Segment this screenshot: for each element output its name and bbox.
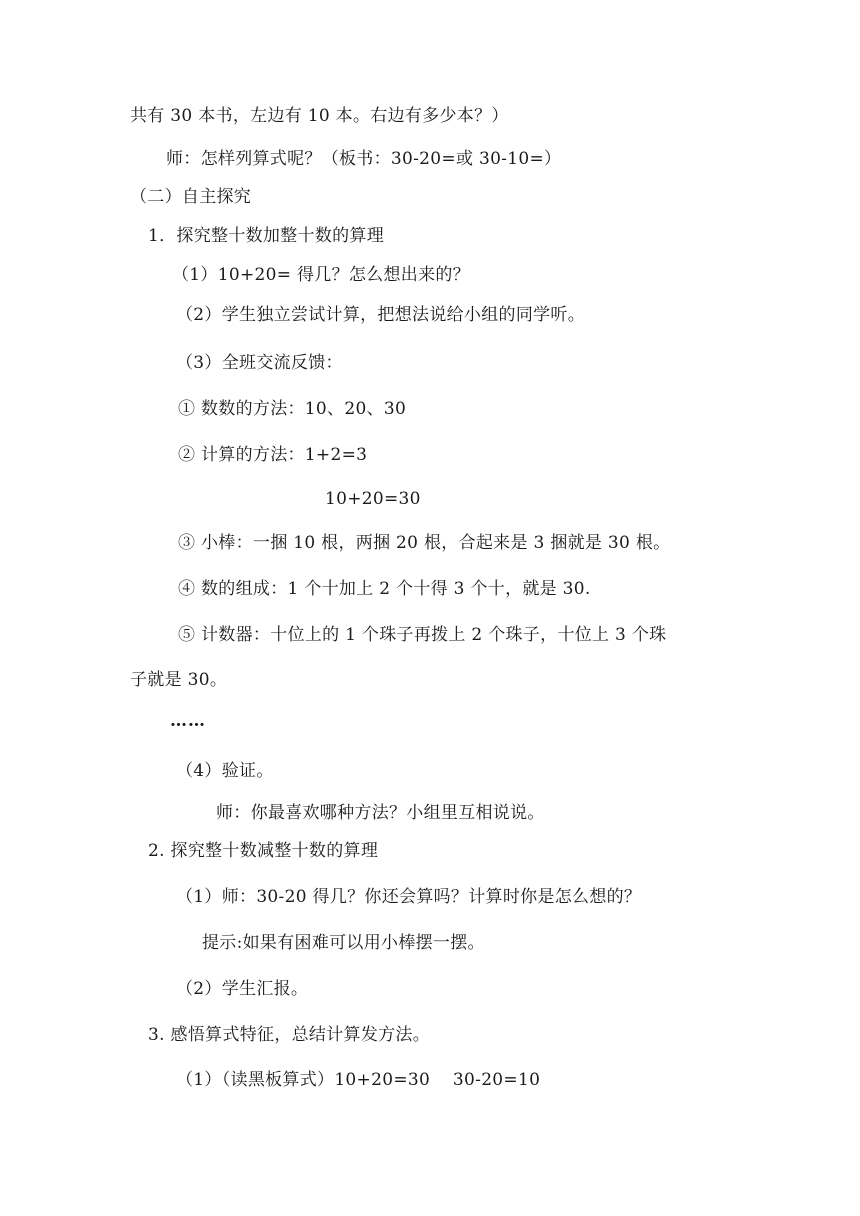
text-line-item-3: （3）全班交流反馈： (176, 353, 343, 373)
subheading-subtraction-reasoning: 2. 探究整十数减整十数的算理 (148, 841, 379, 861)
text-line-method-composition: ④ 数的组成：1 个十加上 2 个十得 3 个十，就是 30. (178, 579, 591, 599)
text-line-item-2: （2）学生独立尝试计算，把想法说给小组的同学听。 (176, 305, 586, 325)
subheading-summarize-methods: 3. 感悟算式特征，总结计算发方法。 (148, 1025, 431, 1045)
text-line-item-4: （4）验证。 (176, 761, 274, 781)
text-line-abacus-continued: 子就是 30。 (130, 670, 228, 690)
text-line-student-report: （2）学生汇报。 (176, 979, 309, 999)
text-line-method-sticks: ③ 小棒：一捆 10 根，两捆 20 根，合起来是 3 捆就是 30 根。 (178, 533, 671, 553)
text-line-method-counting: ① 数数的方法：10、20、30 (178, 399, 407, 419)
text-line-teacher-prompt: 师：你最喜欢哪种方法？小组里互相说说。 (216, 803, 545, 823)
text-line-method-calculation: ② 计算的方法：1+2=3 (178, 445, 368, 465)
text-line-method-abacus: ⑤ 计数器：十位上的 1 个珠子再拨上 2 个珠子，十位上 3 个珠 (178, 625, 667, 645)
text-line-equation: 10+20=30 (325, 489, 421, 509)
ellipsis: …… (170, 711, 206, 731)
text-line-item-1: （1）10+20= 得几？怎么想出来的？ (172, 265, 470, 285)
text-line-read-equations: （1）（读黑板算式）10+20=30 30-20=10 (176, 1070, 541, 1090)
text-line-hint: 提示:如果有困难可以用小棒摆一摆。 (202, 933, 485, 953)
subheading-addition-reasoning: 1．探究整十数加整十数的算理 (148, 226, 385, 246)
text-line-teacher-question: 师：怎样列算式呢？（板书：30-20=或 30-10=） (166, 149, 562, 169)
section-heading-self-exploration: （二）自主探究 (130, 187, 252, 207)
text-line-subtraction-question: （1）师：30-20 得几？你还会算吗？计算时你是怎么想的？ (176, 887, 642, 907)
text-line-word-problem-end: 共有 30 本书，左边有 10 本。右边有多少本？） (130, 106, 509, 126)
